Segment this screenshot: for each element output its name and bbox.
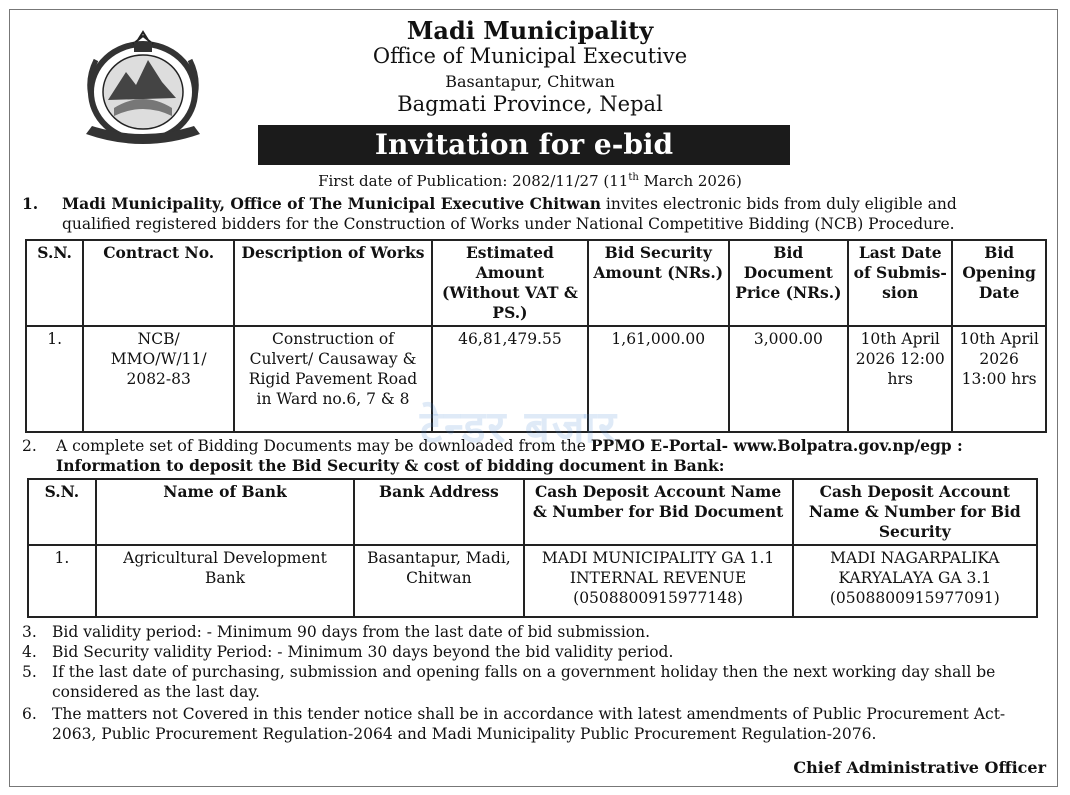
cell-contract-no: NCB/ MMO/W/11/ 2082-83 [83, 326, 234, 432]
nepal-emblem-icon [76, 30, 210, 150]
col-bank-name: Name of Bank [96, 479, 355, 545]
cell-last-date: 10th April 2026 12:00 hrs [848, 326, 952, 432]
cell-sn: 1. [26, 326, 83, 432]
col-estimated-amount: Estimated Amount (Without VAT & PS.) [432, 240, 588, 326]
province-line: Bagmati Province, Nepal [397, 92, 663, 116]
notice-title: Invitation for e-bid [258, 125, 790, 165]
table-row [28, 545, 1037, 617]
col-sn: S.N. [28, 479, 96, 545]
cell-security: 1,61,000.00 [588, 326, 729, 432]
bank-table [27, 478, 1038, 618]
signatory: Chief Administrative Officer [793, 758, 1046, 777]
cell-price: 3,000.00 [729, 326, 849, 432]
cell-estimated: 46,81,479.55 [432, 326, 588, 432]
cell-address: Basantapur, Madi, Chitwan [354, 545, 523, 617]
col-bid-security: Bid Security Amount (NRs.) [588, 240, 729, 326]
cell-bank: Agricultural Development Bank [96, 545, 355, 617]
cell-doc-account: MADI MUNICIPALITY GA 1.1 INTERNAL REVENUE (0508800915977148) [524, 545, 793, 617]
office-name: Office of Municipal Executive [372, 44, 688, 68]
table-header-row [26, 240, 1046, 326]
watermark-logo: टेन्डर बजार [420, 402, 618, 453]
col-last-date: Last Date of Submis- sion [848, 240, 952, 326]
col-doc-account: Cash Deposit Account Name & Number for Bid Document [524, 479, 793, 545]
office-address: Basantapur, Chitwan [445, 72, 615, 91]
col-sec-account: Cash Deposit Account Name & Number for Bid Security [793, 479, 1037, 545]
col-doc-price: Bid Document Price (NRs.) [729, 240, 849, 326]
col-opening-date: Bid Opening Date [952, 240, 1046, 326]
publication-date: First date of Publication: 2082/11/27 (11th March 2026) [318, 172, 742, 190]
col-contract-no: Contract No. [83, 240, 234, 326]
table-header-row [28, 479, 1037, 545]
cell-sec-account: MADI NAGARPALIKA KARYALAYA GA 3.1 (0508800915977091) [793, 545, 1037, 617]
col-bank-address: Bank Address [354, 479, 523, 545]
cell-opening-date: 10th April 2026 13:00 hrs [952, 326, 1046, 432]
cell-sn: 1. [28, 545, 96, 617]
col-sn: S.N. [26, 240, 83, 326]
municipality-name: Madi Municipality [406, 16, 654, 45]
col-description: Description of Works [234, 240, 432, 326]
cell-description: Construction of Culvert/ Causaway & Rigid Pavement Road in Ward no.6, 7 & 8 [234, 326, 432, 432]
